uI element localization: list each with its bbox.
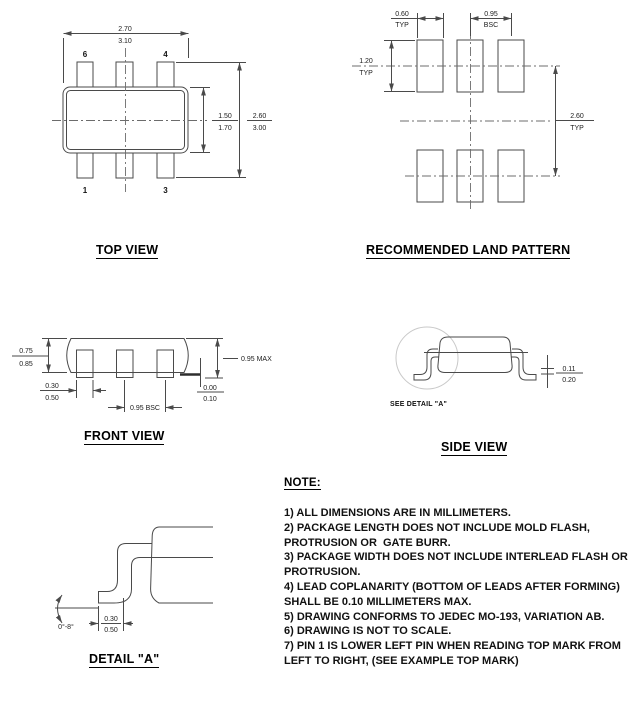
dim-pitch: 0.95 xyxy=(484,11,498,18)
side-view-title: SIDE VIEW xyxy=(441,440,508,454)
detail-a-body xyxy=(151,527,213,603)
dim-standoff-upper: 0.00 xyxy=(203,385,217,392)
dim-pad-height: 1.20 xyxy=(359,58,373,65)
front-view-dimensions xyxy=(12,339,272,413)
note-item-1: 1) ALL DIMENSIONS ARE IN MILLIMETERS. xyxy=(284,507,511,519)
side-view-dimensions xyxy=(541,355,583,388)
dim-row-span: 2.60 xyxy=(570,113,584,120)
dim-body-upper: 1.50 xyxy=(218,113,232,120)
dim-pad-width: 0.60 xyxy=(395,11,409,18)
dim-pad-height-qual: TYP xyxy=(359,70,373,77)
dim-overall-lower: 3.00 xyxy=(252,125,267,132)
front-view-body xyxy=(67,339,189,373)
land-dimensions xyxy=(359,11,594,176)
side-view-body xyxy=(424,337,528,373)
side-view-drawing xyxy=(380,320,639,420)
notes-title: NOTE: xyxy=(284,477,321,489)
top-view-drawing xyxy=(0,0,300,240)
dim-foot-angle: 0°-8° xyxy=(58,624,74,631)
dim-lead-w-upper: 0.30 xyxy=(45,383,59,390)
land-centerlines xyxy=(352,30,560,212)
side-view-leads xyxy=(414,349,536,380)
pin-label-1: 1 xyxy=(82,186,88,195)
dim-max-height: 0.95 MAX xyxy=(241,356,272,363)
dim-body-h-upper: 0.75 xyxy=(19,348,33,355)
front-view-drawing xyxy=(0,300,310,430)
land-pattern-title: RECOMMENDED LAND PATTERN xyxy=(366,243,571,257)
dim-standoff-lower: 0.10 xyxy=(203,396,217,403)
note-item-5: 5) DRAWING CONFORMS TO JEDEC MO-193, VARIATION AB. xyxy=(284,610,605,623)
dim-row-span-qual: TYP xyxy=(570,125,584,132)
dim-width-lower: 3.10 xyxy=(118,38,132,45)
dim-width-upper: 2.70 xyxy=(118,26,132,33)
land-pattern-drawing xyxy=(330,0,639,240)
top-view-title: TOP VIEW xyxy=(96,243,159,257)
dim-pitch-qual: BSC xyxy=(483,22,499,29)
note-item-7: 7) PIN 1 IS LOWER LEFT PIN WHEN READING TOP MARK FROM LEFT TO RIGHT, (SEE EXAMPLE TOP MARK) xyxy=(284,640,625,667)
dim-foot-len-lower: 0.50 xyxy=(104,627,118,634)
dim-foot-len-upper: 0.30 xyxy=(104,616,118,623)
detail-a-lead xyxy=(99,544,214,604)
dim-front-pitch: 0.95 BSC xyxy=(130,405,160,412)
detail-a-title: DETAIL "A" xyxy=(89,652,160,666)
dim-overall-upper: 2.60 xyxy=(252,113,267,120)
note-item-2: 2) PACKAGE LENGTH DOES NOT INCLUDE MOLD FLASH, PROTRUSION OR GATE BURR. xyxy=(284,521,594,549)
note-item-3: 3) PACKAGE WIDTH DOES NOT INCLUDE INTERLEAD FLASH OR PROTRUSION. xyxy=(284,551,631,579)
detail-a-drawing xyxy=(40,495,240,670)
note-item-6: 6) DRAWING IS NOT TO SCALE. xyxy=(284,625,452,638)
detail-a-dimensions xyxy=(55,595,133,634)
pin-label-3: 3 xyxy=(163,186,168,195)
note-item-4: 4) LEAD COPLANARITY (BOTTOM OF LEADS AFTER FORMING) SHALL BE 0.10 MILLIMETERS MAX. xyxy=(284,580,623,608)
dim-lead-t-upper: 0.11 xyxy=(562,366,576,373)
dim-body-h-lower: 0.85 xyxy=(19,361,33,368)
front-view-title: FRONT VIEW xyxy=(84,429,165,443)
front-view-leads xyxy=(77,350,174,378)
dim-pad-width-qual: TYP xyxy=(395,22,409,29)
notes-section xyxy=(284,506,629,669)
see-detail-label: SEE DETAIL "A" xyxy=(390,401,448,408)
dim-lead-w-lower: 0.50 xyxy=(45,395,59,402)
pin-label-4: 4 xyxy=(163,50,168,59)
dim-lead-t-lower: 0.20 xyxy=(562,377,576,384)
pin-label-6: 6 xyxy=(82,50,88,59)
dim-body-lower: 1.70 xyxy=(218,125,232,132)
